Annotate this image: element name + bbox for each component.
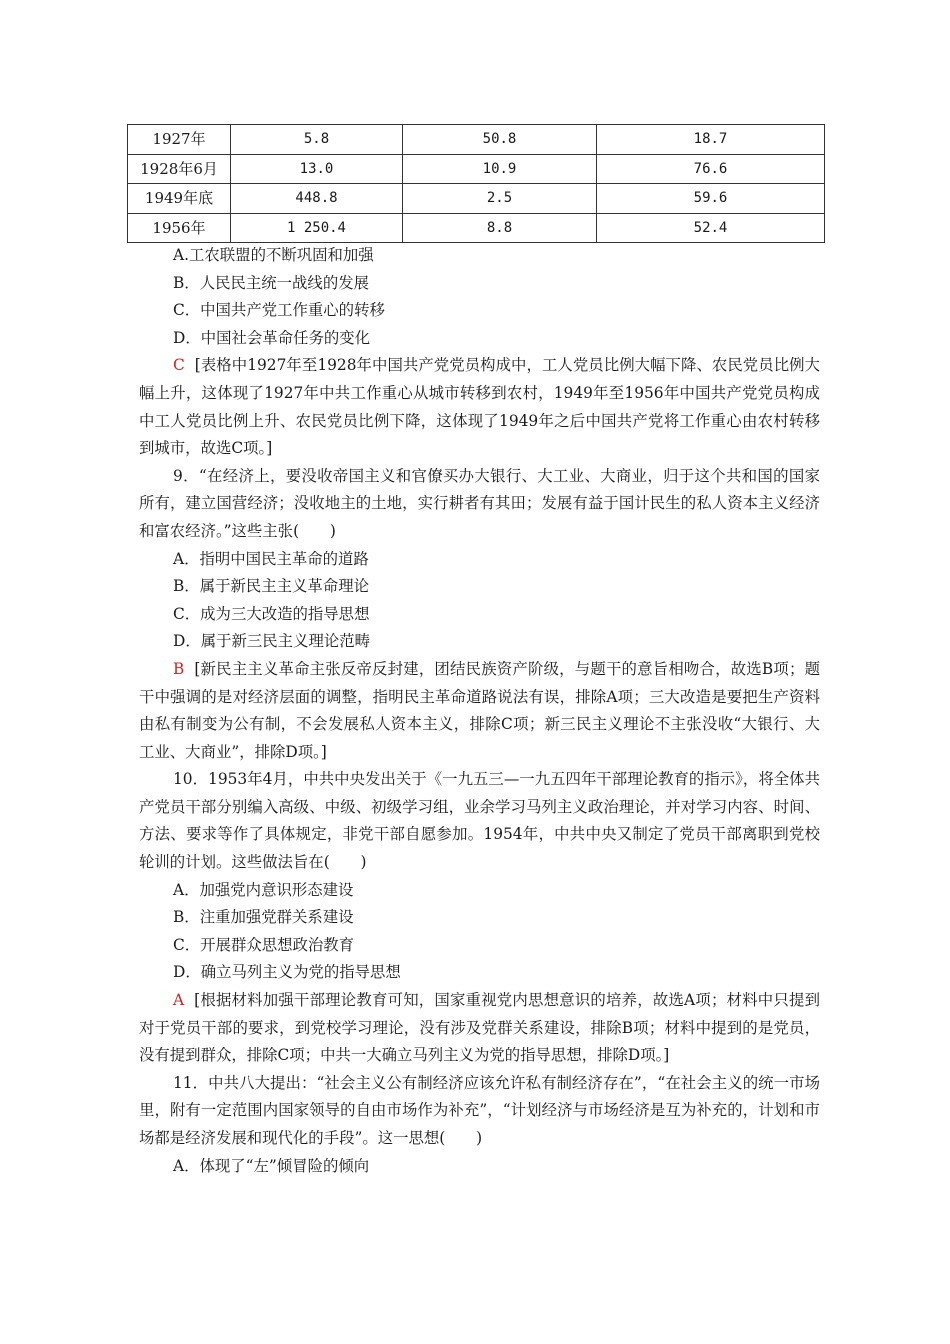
option-d: D．确立马列主义为党的指导思想 <box>173 963 401 982</box>
question-stem: 10．1953年4月，中共中央发出关于《一九五三—一九五四年干部理论教育的指示》，将全体共产党员干部分别编入高级、中级、初级学习组，业余学习马列主义政治理论，并对学习内容、时间、方法、要求等作了具体规定，非党干部自愿参加。1954年，中共中央又制定了党员干部离职到党校轮训的计划。这些做法旨在( ) <box>139 770 820 872</box>
table-cell: 1949年底 <box>128 184 231 214</box>
document-body <box>139 242 820 1180</box>
table-cell: 13.0 <box>231 154 403 184</box>
party-member-table <box>127 124 825 243</box>
table-cell: 2.5 <box>403 184 597 214</box>
answer-explanation <box>139 656 820 766</box>
table-row <box>128 154 825 184</box>
explanation-text: [根据材料加强干部理论教育可知，国家重视党内思想意识的培养，故选A项；材料中只提到对于党员干部的要求，到党校学习理论，没有涉及党群关系建设，排除B项；材料中提到的是党员，没有提到群众，排除C项；中共一大确立马列主义为党的指导思想，排除D项。] <box>139 991 820 1065</box>
explanation-text: [表格中1927年至1928年中国共产党党员构成中，工人党员比例大幅下降、农民党员比例大幅上升，这体现了1927年中共工作重心从城市转移到农村，1949年至1956年中国共产党党员构成中工人党员比例上升、农民党员比例下降，这体现了1949年之后中国共产党将工作重心由农村转移到城市，故选C项。] <box>139 356 820 458</box>
table-cell: 8.8 <box>403 213 597 243</box>
option-c: C．开展群众思想政治教育 <box>173 935 355 954</box>
table-cell: 76.6 <box>597 154 825 184</box>
table-cell: 1 250.4 <box>231 213 403 243</box>
table-row <box>128 125 825 155</box>
option-d: D．属于新三民主义理论范畴 <box>173 632 371 651</box>
table-row <box>128 184 825 214</box>
table-row <box>128 213 825 243</box>
option-c: C．中国共产党工作重心的转移 <box>173 301 385 320</box>
answer-explanation <box>139 352 820 462</box>
table-cell: 1956年 <box>128 213 231 243</box>
table-cell: 59.6 <box>597 184 825 214</box>
explanation-text: [新民主主义革命主张反帝反封建，团结民族资产阶级，与题干的意旨相吻合，故选B项；题干中强调的是对经济层面的调整，指明民主革命道路说法有误，排除A项；三大改造是要把生产资料由私有制变为公有制，不会发展私人资本主义，排除C项；新三民主义理论不主张没收“大银行、大工业、大商业”，排除D项。] <box>139 659 820 761</box>
option-a: A．体现了“左”倾冒险的倾向 <box>173 1156 370 1175</box>
answer-letter: B <box>173 659 185 678</box>
option-c: C．成为三大改造的指导思想 <box>173 604 370 623</box>
table-cell: 50.8 <box>403 125 597 155</box>
question-stem: 9．“在经济上，要没收帝国主义和官僚买办大银行、大工业、大商业，归于这个共和国的国家所有，建立国营经济；没收地主的土地，实行耕者有其田；发展有益于国计民生的私人资本主义经济和富农经济。”这些主张( ) <box>139 466 820 540</box>
option-b: B．人民民主统一战线的发展 <box>173 273 369 292</box>
option-a: A.工农联盟的不断巩固和加强 <box>173 246 374 264</box>
table-cell: 52.4 <box>597 213 825 243</box>
option-a: A．加强党内意识形态建设 <box>173 880 354 899</box>
option-d: D．中国社会革命任务的变化 <box>173 328 371 347</box>
answer-explanation <box>139 987 820 1070</box>
option-a: A．指明中国民主革命的道路 <box>173 549 369 568</box>
question-stem: 11．中共八大提出：“社会主义公有制经济应该允许私有制经济存在”，“在社会主义的统一市场里，附有一定范围内国家领导的自由市场作为补充”，“计划经济与市场经济是互为补充的，计划和市场都是经济发展和现代化的手段”。这一思想( ) <box>139 1073 820 1147</box>
table-cell: 448.8 <box>231 184 403 214</box>
table-cell: 1928年6月 <box>128 154 231 184</box>
table-cell: 10.9 <box>403 154 597 184</box>
answer-letter: C <box>173 356 185 375</box>
option-b: B．注重加强党群关系建设 <box>173 908 354 927</box>
table-cell: 18.7 <box>597 125 825 155</box>
option-b: B．属于新民主主义革命理论 <box>173 577 369 596</box>
table-cell: 5.8 <box>231 125 403 155</box>
table-cell: 1927年 <box>128 125 231 155</box>
answer-letter: A <box>173 991 185 1010</box>
